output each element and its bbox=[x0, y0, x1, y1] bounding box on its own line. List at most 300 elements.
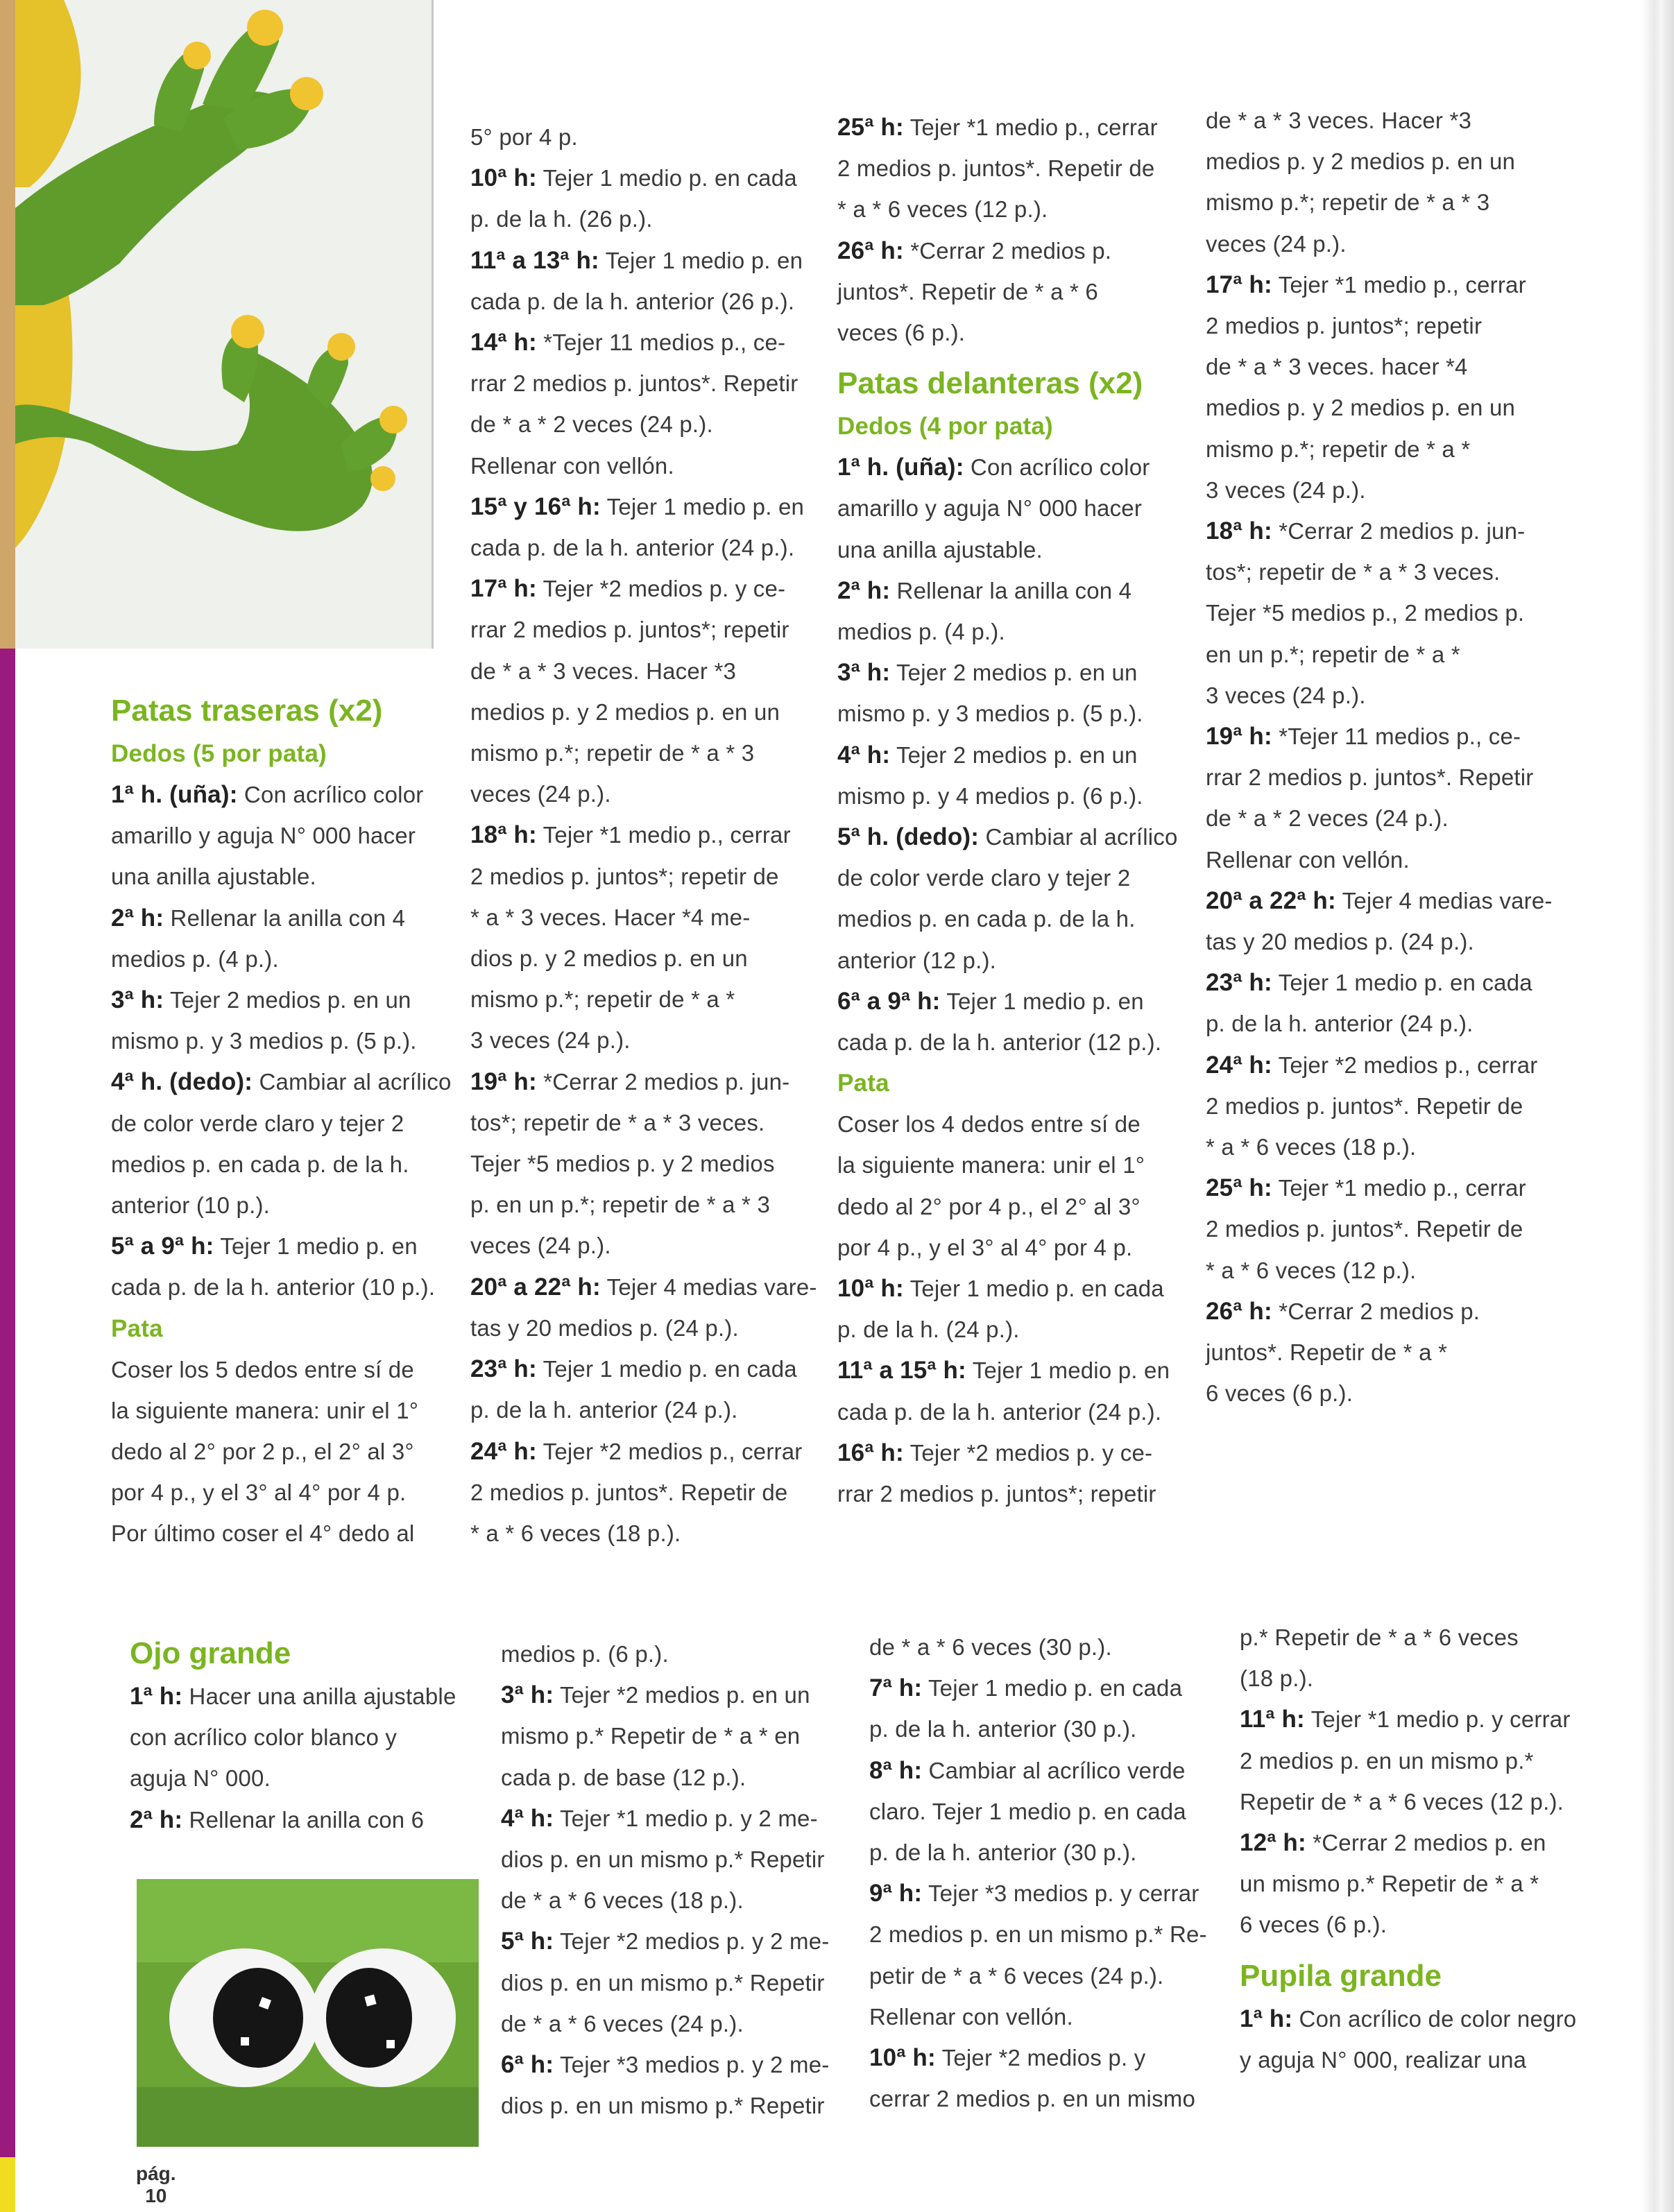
column-ojo-grande bbox=[130, 1631, 477, 1840]
text-line bbox=[1206, 1250, 1580, 1291]
text-line bbox=[837, 271, 1198, 312]
text-line bbox=[837, 1350, 1198, 1391]
text-line: por 4 p., y el 3° al 4° por 4 p. bbox=[111, 1480, 407, 1506]
row-text: Tejer *2 medios p. y bbox=[935, 2045, 1146, 2071]
text-line bbox=[501, 1798, 862, 1839]
row-text: Tejer 4 medias vare- bbox=[600, 1274, 817, 1300]
row-text: mismo p.*; repetir de * a * bbox=[470, 986, 735, 1013]
row-text: 6 veces (6 p.). bbox=[1206, 1380, 1353, 1407]
row-label: 24ª h: bbox=[1206, 1051, 1272, 1079]
row-text: medios p. y 2 medios p. en un bbox=[1206, 148, 1516, 175]
text-line bbox=[837, 611, 1198, 652]
row-text: Tejer *1 medio p. y 2 me- bbox=[554, 1805, 818, 1831]
text-line bbox=[470, 198, 831, 239]
page-number bbox=[136, 2163, 176, 2207]
row-label: 5ª h: bbox=[501, 1928, 554, 1955]
row-text: Tejer 1 medio p. en bbox=[940, 988, 1144, 1014]
text-line bbox=[501, 2003, 862, 2044]
text-line bbox=[1206, 1291, 1580, 1332]
text-line bbox=[837, 189, 1198, 230]
text-line bbox=[869, 2078, 1230, 2119]
row-text: * a * 3 veces. Hacer *4 me- bbox=[470, 904, 751, 930]
row-text: 2 medios p. juntos*. Repetir de bbox=[1206, 1092, 1523, 1119]
section-title-patas-delanteras: Patas delanteras (x2) bbox=[837, 366, 1143, 401]
section-title-pupila-grande: Pupila grande bbox=[1240, 1958, 1442, 1993]
row-text: por 4 p., y el 3° al 4° por 4 p. bbox=[837, 1234, 1133, 1260]
text-line bbox=[1206, 1003, 1580, 1044]
text-line bbox=[837, 898, 1198, 939]
text-line: anterior (10 p.). bbox=[111, 1192, 271, 1219]
text-line bbox=[1240, 1658, 1614, 1699]
row-text: de * a * 6 veces (30 p.). bbox=[869, 1634, 1112, 1660]
text-line bbox=[869, 1750, 1230, 1791]
row-label: 14ª h: bbox=[470, 329, 537, 357]
text-line bbox=[837, 1309, 1198, 1350]
row-text: p. de la h. anterior (30 p.). bbox=[869, 1840, 1137, 1866]
row-text: rrar 2 medios p. juntos*. Repetir bbox=[470, 370, 798, 397]
text-line bbox=[837, 816, 1198, 857]
text-line bbox=[1206, 511, 1580, 551]
text-line bbox=[470, 651, 831, 692]
text-line bbox=[1240, 2039, 1614, 2080]
row-text: la siguiente manera: unir el 1° bbox=[837, 1152, 1145, 1178]
text-line bbox=[470, 1143, 831, 1184]
text-line bbox=[501, 1715, 862, 1756]
subtitle-dedos-delanteros: Dedos (4 por pata) bbox=[837, 413, 1053, 440]
row-text: cada p. de la h. anterior (24 p.). bbox=[470, 535, 795, 561]
text-line bbox=[470, 117, 831, 157]
row-text: Tejer 1 medio p. en bbox=[599, 247, 803, 273]
row-text: 2 medios p. juntos*; repetir de bbox=[470, 863, 779, 889]
row-text: cerrar 2 medios p. en un mismo bbox=[869, 2086, 1196, 2112]
row-text: Coser los 4 dedos entre sí de bbox=[837, 1111, 1141, 1138]
row-label: 11ª h: bbox=[1240, 1706, 1305, 1733]
text-line bbox=[470, 1472, 831, 1513]
row-text: 6 veces (6 p.). bbox=[1240, 1912, 1387, 1938]
row-text: Tejer 1 medio p. en cada bbox=[536, 165, 797, 191]
text-line bbox=[837, 1186, 1198, 1227]
row-label: 25ª h: bbox=[837, 114, 904, 141]
row-text: dios p. en un mismo p.* Repetir bbox=[501, 1846, 825, 1873]
row-text: Tejer *5 medios p. y 2 medios bbox=[470, 1151, 775, 1177]
subtitle-dedos-traseros: Dedos (5 por pata) bbox=[111, 740, 327, 767]
text-line bbox=[470, 322, 831, 363]
text-line: medios p. en cada p. de la h. bbox=[111, 1151, 409, 1177]
text-line bbox=[470, 1225, 831, 1266]
row-text: amarillo y aguja N° 000 hacer bbox=[837, 495, 1143, 522]
row-text: dedo al 2° por 4 p., el 2° al 3° bbox=[837, 1193, 1141, 1219]
text-line bbox=[869, 1791, 1230, 1832]
text-line bbox=[501, 1839, 862, 1880]
row-text: p. en un p.*; repetir de * a * 3 bbox=[470, 1192, 771, 1218]
row-label: 9ª h: bbox=[869, 1880, 923, 1907]
row-text: medios p. (4 p.). bbox=[837, 619, 1005, 645]
row-label: 6ª a 9ª h: bbox=[837, 987, 941, 1015]
text-line bbox=[470, 692, 831, 732]
row-text: de * a * 2 veces (24 p.). bbox=[1206, 805, 1449, 832]
text-line bbox=[837, 1227, 1198, 1268]
row-label: 3ª h: bbox=[501, 1681, 554, 1709]
row-text: cada p. de la h. anterior (26 p.). bbox=[470, 288, 795, 314]
row-label: 25ª h: bbox=[1206, 1174, 1272, 1202]
row-text: Tejer *2 medios p., cerrar bbox=[536, 1438, 803, 1464]
row-label: 12ª h: bbox=[1240, 1829, 1306, 1857]
row-text: 2 medios p. juntos*. Repetir de bbox=[470, 1479, 788, 1505]
text-line bbox=[470, 1184, 831, 1225]
patas-delanteras-lines bbox=[837, 447, 1198, 1063]
row-text: mismo p.*; repetir de * a * 3 bbox=[470, 740, 755, 766]
row-text: Tejer 1 medio p. en cada bbox=[903, 1276, 1164, 1302]
column-4 bbox=[1206, 100, 1580, 1414]
text-line bbox=[1206, 429, 1580, 470]
row-text: de * a * 3 veces. Hacer *3 bbox=[1206, 108, 1472, 133]
text-line bbox=[130, 1758, 477, 1799]
column-patas-traseras bbox=[111, 689, 472, 1554]
text-line bbox=[1206, 1167, 1580, 1208]
row-text: cada p. de la h. anterior (12 p.). bbox=[837, 1029, 1162, 1056]
row-text: anterior (12 p.). bbox=[837, 947, 997, 973]
row-text: Tejer *1 medio p., cerrar bbox=[536, 822, 791, 848]
row-text: claro. Tejer 1 medio p. en cada bbox=[869, 1798, 1186, 1824]
text-line bbox=[501, 2044, 862, 2085]
row-text: Tejer *2 medios p. y ce- bbox=[536, 576, 786, 602]
text-line bbox=[470, 1348, 831, 1389]
column-8-lines bbox=[1240, 1617, 1614, 1946]
row-text: una anilla ajustable. bbox=[837, 536, 1043, 563]
page-gutter bbox=[1641, 0, 1674, 2212]
row-text: Rellenar con vellón. bbox=[1206, 846, 1410, 873]
row-text: Tejer *2 medios p. y 2 me- bbox=[554, 1928, 830, 1955]
text-line bbox=[869, 1914, 1230, 1955]
row-text: Tejer 1 medio p. en bbox=[600, 493, 805, 520]
row-text: Tejer *1 medio p. y cerrar bbox=[1304, 1706, 1571, 1733]
text-line: de color verde claro y tejer 2 bbox=[111, 1110, 404, 1136]
row-text: Tejer *1 medio p., cerrar bbox=[903, 114, 1158, 140]
row-label: 1ª h: bbox=[1240, 2005, 1293, 2032]
row-text: un mismo p.* Repetir de * a * bbox=[1240, 1871, 1539, 1897]
text-line bbox=[1206, 1373, 1580, 1414]
text-line bbox=[470, 568, 831, 609]
text-line bbox=[1206, 798, 1580, 839]
row-text: veces (24 p.). bbox=[470, 1233, 611, 1259]
text-line bbox=[1206, 1045, 1580, 1086]
row-text: Cambiar al acrílico verde bbox=[922, 1757, 1186, 1783]
row-text: dios p. y 2 medios p. en un bbox=[470, 945, 748, 972]
text-line: 4ª h. (dedo): Cambiar al acrílico bbox=[111, 1068, 452, 1096]
text-line bbox=[1206, 839, 1580, 880]
text-line: una anilla ajustable. bbox=[111, 864, 316, 890]
text-line bbox=[501, 1757, 862, 1798]
row-label: 5ª h. (dedo): bbox=[837, 823, 980, 851]
text-line bbox=[1206, 387, 1580, 428]
text-line bbox=[470, 1308, 831, 1348]
row-label: 4ª h: bbox=[501, 1804, 554, 1832]
column-3-top-lines bbox=[837, 107, 1198, 353]
row-text: 3 veces (24 p.). bbox=[470, 1027, 631, 1054]
text-line bbox=[837, 652, 1198, 693]
text-line bbox=[837, 107, 1198, 148]
row-text: * a * 6 veces (12 p.). bbox=[837, 196, 1048, 223]
text-line bbox=[869, 1832, 1230, 1873]
text-line bbox=[837, 447, 1198, 488]
text-line bbox=[1206, 634, 1580, 675]
row-label: 2ª h: bbox=[837, 576, 891, 604]
text-line bbox=[501, 1962, 862, 2003]
text-line bbox=[837, 529, 1198, 570]
row-text: Tejer *5 medios p., 2 medios p. bbox=[1206, 600, 1525, 626]
text-line bbox=[470, 486, 831, 527]
text-line bbox=[837, 1432, 1198, 1473]
text-line: medios p. (4 p.). bbox=[111, 945, 279, 972]
text-line bbox=[470, 979, 831, 1020]
row-text: petir de * a * 6 veces (24 p.). bbox=[869, 1962, 1164, 1989]
text-line bbox=[837, 735, 1198, 775]
pata-delantera-lines bbox=[837, 1104, 1198, 1514]
row-text: veces (6 p.). bbox=[837, 320, 966, 346]
text-line bbox=[1240, 1863, 1614, 1904]
row-text: p. de la h. anterior (30 p.). bbox=[869, 1716, 1137, 1742]
text-line bbox=[837, 570, 1198, 611]
text-line bbox=[470, 527, 831, 568]
row-text: mismo p.* Repetir de * a * en bbox=[501, 1723, 801, 1749]
text-line bbox=[837, 1104, 1198, 1144]
text-line bbox=[837, 940, 1198, 981]
text-line bbox=[470, 363, 831, 404]
row-text: 2 medios p. juntos*. Repetir de bbox=[1206, 1216, 1523, 1242]
row-text: Tejer 1 medio p. en cada bbox=[922, 1675, 1183, 1701]
text-line bbox=[1206, 1332, 1580, 1373]
row-label: 20ª a 22ª h: bbox=[1206, 886, 1336, 914]
row-text: (18 p.). bbox=[1240, 1665, 1314, 1692]
row-text: 2 medios p. juntos*. Repetir de bbox=[837, 155, 1155, 182]
text-line: Por último coser el 4° dedo al bbox=[111, 1520, 415, 1547]
text-line bbox=[1206, 551, 1580, 592]
row-text: Rellenar la anilla con 6 bbox=[182, 1806, 425, 1833]
text-line bbox=[470, 1389, 831, 1430]
row-text: Tejer *3 medios p. y cerrar bbox=[922, 1880, 1199, 1907]
row-label: 7ª h: bbox=[869, 1674, 923, 1702]
row-text: Tejer *2 medios p. en un bbox=[554, 1682, 810, 1708]
text-line bbox=[470, 814, 831, 855]
row-label: 18ª h: bbox=[470, 821, 537, 849]
row-text: 3 veces (24 p.). bbox=[1206, 477, 1366, 503]
text-line bbox=[470, 1513, 831, 1554]
row-text: rrar 2 medios p. juntos*; repetir bbox=[470, 617, 789, 643]
row-text: veces (24 p.). bbox=[470, 781, 611, 807]
text-line bbox=[470, 1431, 831, 1472]
row-text: p. de la h. (26 p.). bbox=[470, 206, 653, 232]
yellow-side-strip bbox=[0, 2157, 15, 2212]
subtitle-pata-delantera: Pata bbox=[837, 1070, 889, 1097]
row-text: Tejer 2 medios p. en un bbox=[890, 660, 1138, 686]
row-text: rrar 2 medios p. juntos*; repetir bbox=[837, 1481, 1156, 1507]
row-text: p. de la h. anterior (24 p.). bbox=[1206, 1011, 1474, 1037]
text-line bbox=[869, 1708, 1230, 1749]
row-label: 15ª y 16ª h: bbox=[470, 492, 601, 520]
page-number-value: 10 bbox=[145, 2185, 167, 2206]
text-line bbox=[869, 1996, 1230, 2037]
row-text: medios p. (6 p.). bbox=[501, 1641, 669, 1667]
row-label: 17ª h: bbox=[470, 575, 537, 603]
text-line bbox=[130, 1676, 477, 1717]
row-text: aguja N° 000. bbox=[130, 1765, 271, 1792]
text-line bbox=[1206, 305, 1580, 346]
text-line bbox=[470, 1061, 831, 1102]
section-title-patas-traseras: Patas traseras (x2) bbox=[111, 694, 383, 728]
text-line bbox=[869, 1955, 1230, 1996]
row-text: Con acrílico de color negro bbox=[1292, 2005, 1577, 2032]
text-line bbox=[470, 445, 831, 486]
row-text: tos*; repetir de * a * 3 veces. bbox=[470, 1109, 765, 1135]
frog-legs-illustration bbox=[15, 0, 432, 649]
row-label: 3ª h: bbox=[837, 659, 891, 687]
row-label: 18ª h: bbox=[1206, 517, 1272, 545]
row-text: *Cerrar 2 medios p. bbox=[903, 237, 1112, 264]
text-line bbox=[1240, 1822, 1614, 1863]
row-text: cada p. de la h. anterior (24 p.). bbox=[837, 1398, 1162, 1425]
row-text: 2 medios p. en un mismo p.* Re- bbox=[869, 1921, 1207, 1948]
row-label: 8ª h: bbox=[869, 1756, 923, 1784]
text-line bbox=[130, 1717, 477, 1758]
text-line bbox=[470, 157, 831, 198]
text-line: dedo al 2° por 2 p., el 2° al 3° bbox=[111, 1439, 414, 1465]
text-line bbox=[470, 404, 831, 445]
row-text: tas y 20 medios p. (24 p.). bbox=[1206, 929, 1474, 955]
text-line bbox=[837, 857, 1198, 898]
text-line bbox=[1206, 1208, 1580, 1249]
text-line bbox=[1206, 880, 1580, 921]
row-text: de * a * 3 veces. Hacer *3 bbox=[470, 658, 737, 684]
text-line bbox=[1206, 716, 1580, 757]
text-line: Coser los 5 dedos entre sí de bbox=[111, 1356, 414, 1382]
row-text: Tejer 1 medio p. en cada bbox=[536, 1356, 797, 1382]
text-line bbox=[501, 1634, 862, 1674]
text-line bbox=[470, 897, 831, 938]
text-line bbox=[1240, 1699, 1614, 1740]
row-text: Tejer *2 medios p. y ce- bbox=[903, 1439, 1153, 1466]
row-text: medios p. y 2 medios p. en un bbox=[470, 698, 780, 725]
row-text: Tejer 2 medios p. en un bbox=[890, 741, 1138, 768]
frog-eyes-illustration bbox=[137, 1879, 479, 2147]
text-line bbox=[1206, 592, 1580, 633]
row-text: dios p. en un mismo p.* Repetir bbox=[501, 2093, 825, 2119]
text-line bbox=[501, 1921, 862, 1962]
row-text: Repetir de * a * 6 veces (12 p.). bbox=[1240, 1788, 1564, 1815]
text-line bbox=[1240, 1904, 1614, 1945]
purple-side-strip bbox=[0, 649, 15, 2212]
row-text: mismo p.*; repetir de * a * 3 bbox=[1206, 189, 1490, 216]
row-text: Rellenar con vellón. bbox=[869, 2003, 1073, 2030]
row-text: Tejer *1 medio p., cerrar bbox=[1272, 1175, 1526, 1201]
text-line bbox=[869, 1627, 1230, 1667]
text-line bbox=[470, 856, 831, 897]
row-label: 10ª h: bbox=[837, 1275, 904, 1303]
text-line bbox=[1206, 264, 1580, 305]
row-text: medios p. y 2 medios p. en un bbox=[1206, 395, 1516, 421]
row-text: de * a * 3 veces. hacer *4 bbox=[1206, 354, 1468, 380]
text-line bbox=[1206, 962, 1580, 1003]
text-line bbox=[1206, 141, 1580, 182]
text-line bbox=[837, 148, 1198, 189]
row-label: 17ª h: bbox=[1206, 271, 1272, 298]
text-line bbox=[837, 1022, 1198, 1063]
text-line: 3ª h: Tejer 2 medios p. en un bbox=[111, 986, 411, 1014]
row-text: *Cerrar 2 medios p. jun- bbox=[1272, 518, 1526, 545]
text-line bbox=[837, 488, 1198, 529]
text-line bbox=[1240, 1740, 1614, 1781]
row-label: 26ª h: bbox=[837, 237, 904, 264]
text-line bbox=[837, 312, 1198, 353]
text-line bbox=[1206, 1126, 1580, 1167]
text-line bbox=[1206, 470, 1580, 511]
row-label: 1ª h. (uña): bbox=[837, 454, 964, 481]
text-line bbox=[1206, 675, 1580, 716]
row-text: 3 veces (24 p.). bbox=[1206, 682, 1366, 708]
text-line: 5ª a 9ª h: Tejer 1 medio p. en bbox=[111, 1233, 418, 1260]
row-text: con acrílico color blanco y bbox=[130, 1724, 398, 1751]
text-line bbox=[837, 775, 1198, 816]
text-line bbox=[470, 732, 831, 773]
row-text: Tejer 1 medio p. en cada bbox=[1272, 970, 1532, 996]
row-text: * a * 6 veces (18 p.). bbox=[470, 1520, 681, 1546]
row-text: Con acrílico color bbox=[964, 454, 1150, 481]
row-text: dios p. en un mismo p.* Repetir bbox=[501, 1969, 825, 1996]
ojo-grande-lines bbox=[130, 1676, 477, 1840]
row-label: 2ª h: bbox=[130, 1806, 183, 1833]
row-label: 4ª h: bbox=[837, 741, 891, 769]
text-line bbox=[501, 2085, 862, 2126]
text-line: amarillo y aguja N° 000 hacer bbox=[111, 823, 416, 849]
text-line bbox=[869, 1873, 1230, 1914]
text-line bbox=[1206, 182, 1580, 223]
row-label: 6ª h: bbox=[501, 2051, 554, 2079]
section-title-ojo-grande: Ojo grande bbox=[130, 1636, 291, 1670]
row-label: 19ª h: bbox=[1206, 723, 1272, 751]
row-label: 20ª a 22ª h: bbox=[470, 1273, 601, 1301]
text-line bbox=[1206, 921, 1580, 962]
row-text: Tejer 4 medias vare- bbox=[1335, 887, 1553, 914]
text-line bbox=[837, 1268, 1198, 1309]
row-text: de * a * 2 veces (24 p.). bbox=[470, 411, 713, 438]
text-line bbox=[130, 1799, 477, 1840]
text-line bbox=[869, 2037, 1230, 2078]
subtitle-pata-trasera: Pata bbox=[111, 1314, 163, 1342]
row-text: y aguja N° 000, realizar una bbox=[1240, 2046, 1527, 2073]
row-label: 23ª h: bbox=[1206, 969, 1272, 997]
row-label: 10ª h: bbox=[869, 2044, 936, 2072]
photo-edge-strip bbox=[0, 0, 15, 649]
row-text: medios p. en cada p. de la h. bbox=[837, 906, 1136, 932]
frog-eyes-photo bbox=[137, 1879, 479, 2147]
page-label: pág. bbox=[136, 2163, 176, 2184]
text-line bbox=[1206, 1086, 1580, 1126]
text-line bbox=[501, 1880, 862, 1921]
row-text: * a * 6 veces (18 p.). bbox=[1206, 1134, 1417, 1160]
row-text: 5° por 4 p. bbox=[470, 124, 578, 150]
row-text: mismo p. y 4 medios p. (6 p.). bbox=[837, 782, 1143, 809]
text-line bbox=[837, 1144, 1198, 1185]
row-text: Tejer *1 medio p., cerrar bbox=[1272, 271, 1526, 298]
column-3 bbox=[837, 107, 1198, 1514]
row-label: 24ª h: bbox=[470, 1437, 537, 1465]
patas-traseras-lines bbox=[111, 774, 472, 1308]
row-text: p. de la h. anterior (24 p.). bbox=[470, 1397, 738, 1423]
row-text: Tejer *2 medios p., cerrar bbox=[1272, 1052, 1538, 1078]
text-line bbox=[837, 1473, 1198, 1514]
row-text: mismo p.*; repetir de * a * bbox=[1206, 436, 1471, 462]
row-label: 10ª h: bbox=[470, 164, 537, 192]
row-label: 23ª h: bbox=[470, 1355, 537, 1383]
